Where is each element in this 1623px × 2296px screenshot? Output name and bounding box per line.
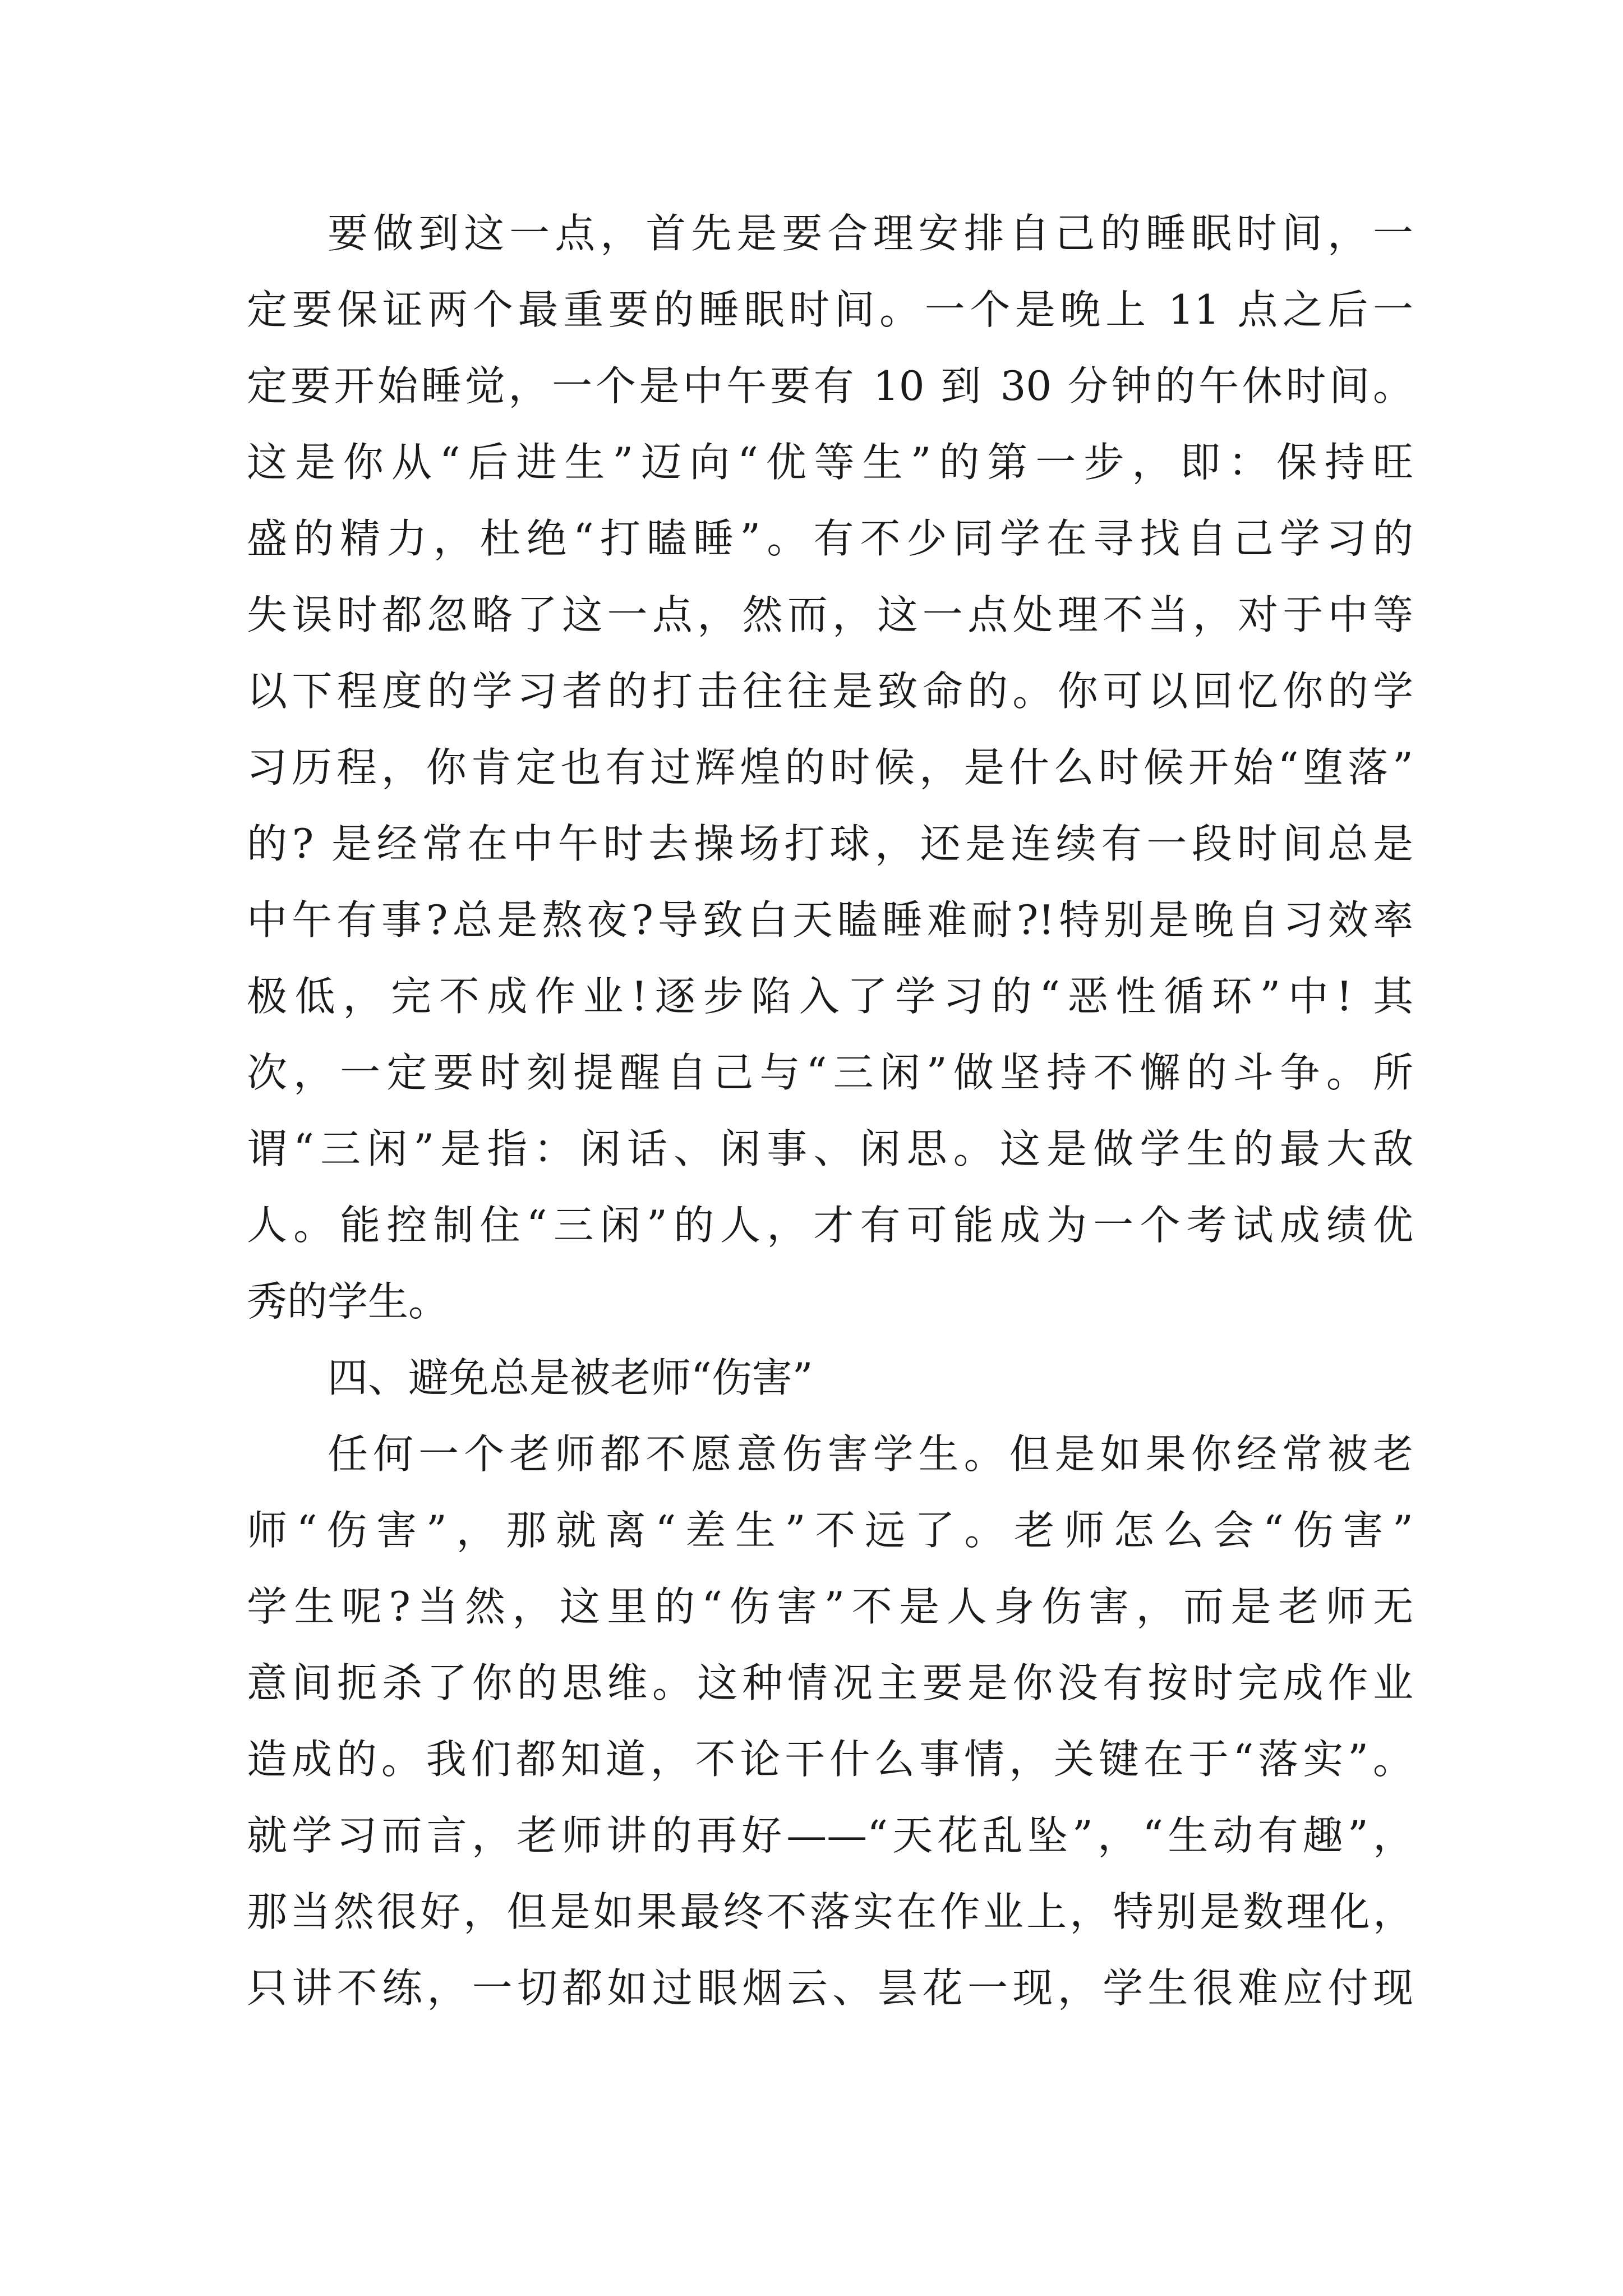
text-line: 中午有事?总是熬夜?导致白天瞌睡难耐?!特别是晚自习效率 — [247, 896, 1413, 944]
text-line: 的? 是经常在中午时去操场打球，还是连续有一段时间总是 — [247, 820, 1413, 867]
text-line: 失误时都忽略了这一点，然而，这一点处理不当，对于中等 — [247, 591, 1413, 638]
text-line: 定要开始睡觉，一个是中午要有 10 到 30 分钟的午休时间。 — [247, 362, 1413, 409]
text-line: 定要保证两个最重要的睡眠时间。一个是晚上 11 点之后一 — [247, 286, 1413, 333]
text-line: 以下程度的学习者的打击往往是致命的。你可以回忆你的学 — [247, 668, 1413, 715]
text-line: 人。能控制住“三闲”的人，才有可能成为一个考试成绩优 — [247, 1202, 1413, 1249]
text-line: 盛的精力，杜绝“打瞌睡”。有不少同学在寻找自己学习的 — [247, 515, 1413, 562]
body-text — [247, 195, 1413, 2026]
text-line: 就学习而言，老师讲的再好——“天花乱坠”，“生动有趣”， — [247, 1812, 1413, 1859]
text-line: 意间扼杀了你的思维。这种情况主要是你没有按时完成作业 — [247, 1659, 1413, 1706]
section-heading: 四、避免总是被老师“伤害” — [328, 1354, 813, 1401]
text-line: 次，一定要时刻提醒自己与“三闲”做坚持不懈的斗争。所 — [247, 1049, 1413, 1096]
text-line: 要做到这一点，首先是要合理安排自己的睡眠时间，一 — [328, 210, 1413, 257]
text-line: 这是你从“后进生”迈向“优等生”的第一步，即：保持旺 — [247, 439, 1413, 486]
text-line: 师“伤害”，那就离“差生”不远了。老师怎么会“伤害” — [247, 1507, 1413, 1554]
text-line: 那当然很好，但是如果最终不落实在作业上，特别是数理化， — [247, 1888, 1413, 1935]
text-line: 学生呢?当然，这里的“伤害”不是人身伤害，而是老师无 — [247, 1583, 1413, 1630]
text-line: 习历程，你肯定也有过辉煌的时候，是什么时候开始“堕落” — [247, 744, 1413, 791]
text-line: 任何一个老师都不愿意伤害学生。但是如果你经常被老 — [328, 1430, 1413, 1478]
text-line: 秀的学生。 — [247, 1278, 449, 1325]
text-line: 只讲不练，一切都如过眼烟云、昙花一现，学生很难应付现 — [247, 1964, 1413, 2012]
text-line: 造成的。我们都知道，不论干什么事情，关键在于“落实”。 — [247, 1736, 1413, 1783]
text-line: 谓“三闲”是指：闲话、闲事、闲思。这是做学生的最大敌 — [247, 1125, 1413, 1172]
text-line: 极低，完不成作业!逐步陷入了学习的“恶性循环”中! 其 — [247, 973, 1413, 1020]
